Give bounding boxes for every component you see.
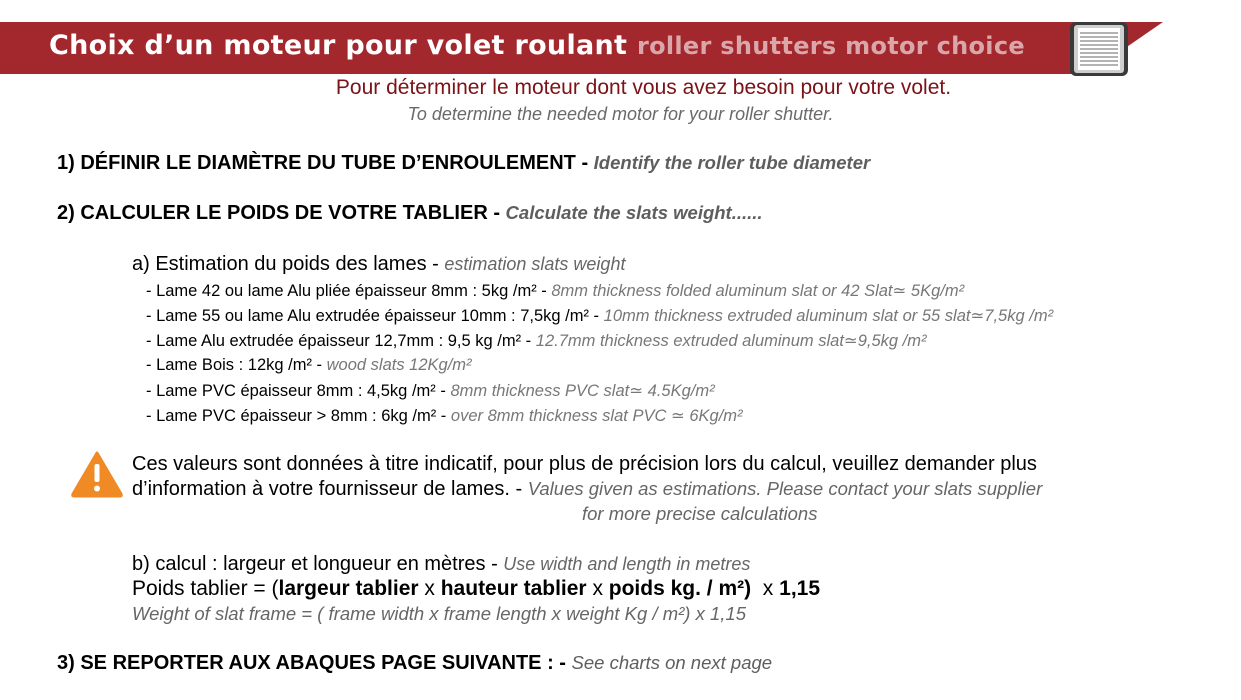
roller-shutter-icon <box>1068 20 1130 78</box>
warning-line-3: for more precise calculations <box>582 503 818 524</box>
list-item: - Lame PVC épaisseur > 8mm : 6kg /m² - over 8mm thickness slat PVC ≃ 6Kg/m² <box>146 407 743 425</box>
section-b-heading <box>132 553 750 576</box>
weight-formula-en: Weight of slat frame = ( frame width x frame length x weight Kg / m²) x 1,15 <box>132 603 746 624</box>
list-item: - Lame Bois : 12kg /m² - wood slats 12Kg/m² <box>146 356 472 374</box>
step-1-fr: 1) DÉFINIR LE DIAMÈTRE DU TUBE D’ENROULEMENT - <box>57 152 594 174</box>
warning-line-2: d’information à votre fournisseur de lames. - Values given as estimations. Please contact your slats supplier <box>132 478 1043 500</box>
step-2-en: Calculate the slats weight...... <box>505 202 763 223</box>
step-3 <box>57 652 772 675</box>
list-item: - Lame 42 ou lame Alu pliée épaisseur 8mm : 5kg /m² - 8mm thickness folded aluminum slat or 42 Slat≃ 5Kg/m² <box>146 282 965 300</box>
section-a-fr: a) Estimation du poids des lames - <box>132 253 445 275</box>
warning-line-1: Ces valeurs sont données à titre indicatif, pour plus de précision lors du calcul, veuillez demander plus <box>132 453 1037 475</box>
page-title <box>49 28 1025 64</box>
step-1 <box>57 152 870 175</box>
step-3-en: See charts on next page <box>571 652 773 673</box>
list-item: - Lame Alu extrudée épaisseur 12,7mm : 9,5 kg /m² - 12.7mm thickness extruded aluminum slat≃9,5kg /m² <box>146 332 927 350</box>
section-a-en: estimation slats weight <box>444 254 626 274</box>
warning-icon <box>70 450 124 498</box>
step-1-en: Identify the roller tube diameter <box>593 152 871 173</box>
section-b-fr: b) calcul : largeur et longueur en mètres - <box>132 553 504 575</box>
list-item: - Lame PVC épaisseur 8mm : 4,5kg /m² - 8mm thickness PVC slat≃ 4.5Kg/m² <box>146 382 715 400</box>
section-b-en: Use width and length in metres <box>503 554 751 574</box>
weight-formula: Poids tablier = (largeur tablier x hauteur tablier x poids kg. / m²) x 1,15 <box>132 577 821 600</box>
step-2-fr: 2) CALCULER LE POIDS DE VOTRE TABLIER - <box>57 202 506 224</box>
list-item: - Lame 55 ou lame Alu extrudée épaisseur 10mm : 7,5kg /m² - 10mm thickness extruded aluminum slat or 55 slat≃7,5kg /m² <box>146 307 1054 325</box>
title-en: roller shutters motor choice <box>636 32 1025 60</box>
section-a-heading <box>132 253 625 276</box>
title-fr: Choix d’un moteur pour volet roulant <box>49 30 628 61</box>
step-3-fr: 3) SE REPORTER AUX ABAQUES PAGE SUIVANTE : - <box>57 652 572 674</box>
step-2 <box>57 202 763 225</box>
intro-fr: Pour déterminer le moteur dont vous avez besoin pour votre volet. <box>335 76 952 99</box>
intro-en: To determine the needed motor for your roller shutter. <box>407 104 834 124</box>
